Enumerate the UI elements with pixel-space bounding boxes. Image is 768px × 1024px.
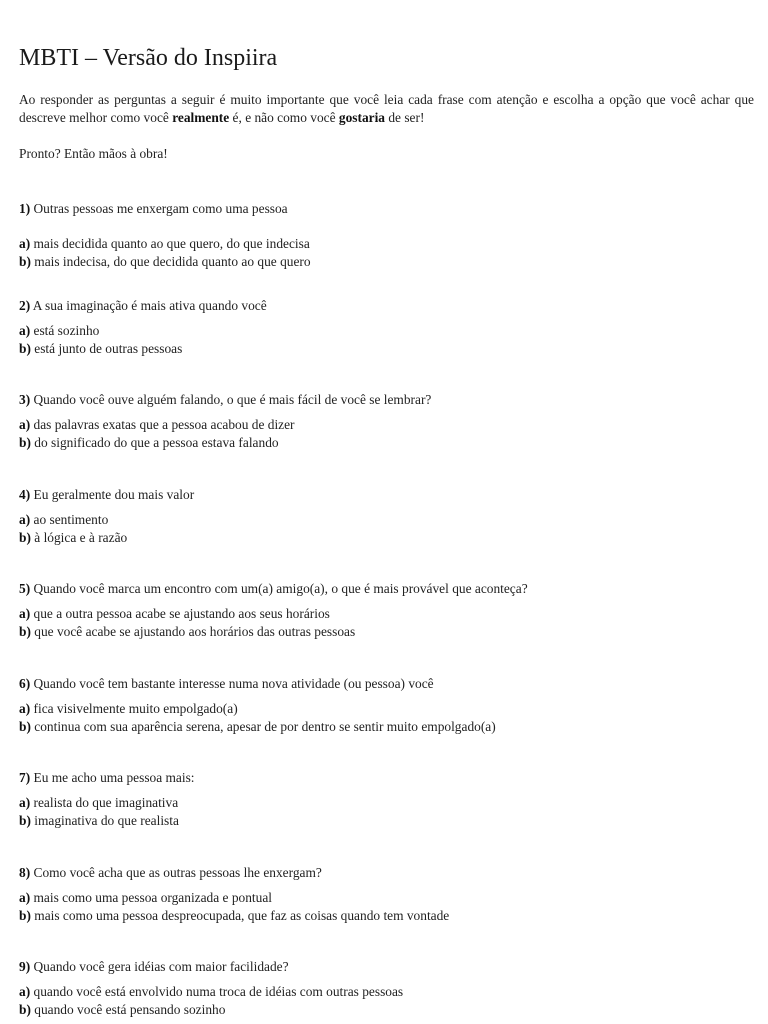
question-number: 9) bbox=[19, 959, 31, 974]
option-b-label: b) bbox=[19, 254, 31, 269]
question-number: 4) bbox=[19, 487, 31, 502]
question-number: 2) bbox=[19, 298, 31, 313]
option-b-label: b) bbox=[19, 341, 31, 356]
option-b-text: do significado do que a pessoa estava falando bbox=[34, 435, 279, 450]
option-b bbox=[19, 529, 754, 547]
question-1 bbox=[19, 200, 754, 271]
option-b-label: b) bbox=[19, 530, 31, 545]
option-a-text: realista do que imaginativa bbox=[33, 795, 179, 810]
option-a-label: a) bbox=[19, 984, 31, 999]
option-a-label: a) bbox=[19, 795, 31, 810]
intro-text-1: Ao responder as perguntas a seguir é muito importante que você leia cada frase com atenção e escolha a opção que você achar que descreve melhor como você bbox=[19, 92, 754, 125]
intro-paragraph bbox=[19, 91, 754, 127]
option-b-text: quando você está pensando sozinho bbox=[34, 1002, 226, 1017]
option-a-text: mais decidida quanto ao que quero, do que indecisa bbox=[33, 236, 310, 251]
option-b-label: b) bbox=[19, 624, 31, 639]
intro-bold-gostaria: gostaria bbox=[338, 110, 386, 125]
option-a-label: a) bbox=[19, 701, 31, 716]
option-a bbox=[19, 700, 754, 718]
option-a bbox=[19, 511, 754, 529]
option-b-label: b) bbox=[19, 813, 31, 828]
option-b-text: imaginativa do que realista bbox=[34, 813, 179, 828]
question-number: 6) bbox=[19, 676, 31, 691]
question-number: 3) bbox=[19, 392, 31, 407]
question-text: Quando você gera idéias com maior facilidade? bbox=[33, 959, 289, 974]
question-stem bbox=[19, 958, 754, 976]
option-b bbox=[19, 623, 754, 641]
page-title: MBTI – Versão do Inspiira bbox=[19, 45, 278, 71]
option-a-text: ao sentimento bbox=[33, 512, 109, 527]
question-number: 7) bbox=[19, 770, 31, 785]
option-a bbox=[19, 605, 754, 623]
option-a bbox=[19, 322, 754, 340]
option-b bbox=[19, 1001, 754, 1019]
question-7 bbox=[19, 769, 754, 830]
option-b-label: b) bbox=[19, 1002, 31, 1017]
option-a-label: a) bbox=[19, 606, 31, 621]
question-text: Eu geralmente dou mais valor bbox=[33, 487, 195, 502]
question-text: Quando você ouve alguém falando, o que é mais fácil de você se lembrar? bbox=[33, 392, 432, 407]
question-text: Quando você tem bastante interesse numa nova atividade (ou pessoa) você bbox=[33, 676, 434, 691]
option-b-text: mais como uma pessoa despreocupada, que faz as coisas quando tem vontade bbox=[34, 908, 450, 923]
question-text: Como você acha que as outras pessoas lhe enxergam? bbox=[33, 865, 322, 880]
option-a-label: a) bbox=[19, 417, 31, 432]
question-9 bbox=[19, 958, 754, 1019]
option-b bbox=[19, 812, 754, 830]
option-a bbox=[19, 794, 754, 812]
question-6 bbox=[19, 675, 754, 736]
option-a-label: a) bbox=[19, 236, 31, 251]
question-text: Eu me acho uma pessoa mais: bbox=[33, 770, 195, 785]
option-a-text: fica visivelmente muito empolgado(a) bbox=[33, 701, 238, 716]
option-b-label: b) bbox=[19, 719, 31, 734]
question-stem bbox=[19, 297, 754, 315]
option-a-text: que a outra pessoa acabe se ajustando aos seus horários bbox=[33, 606, 330, 621]
option-a-label: a) bbox=[19, 323, 31, 338]
option-b-text: está junto de outras pessoas bbox=[34, 341, 183, 356]
ready-text: Pronto? Então mãos à obra! bbox=[19, 146, 168, 161]
option-a bbox=[19, 235, 754, 253]
question-number: 5) bbox=[19, 581, 31, 596]
option-b-text: continua com sua aparência serena, apesar de por dentro se sentir muito empolgado(a) bbox=[34, 719, 496, 734]
question-2 bbox=[19, 297, 754, 358]
question-number: 1) bbox=[19, 201, 31, 216]
question-stem bbox=[19, 486, 754, 504]
option-b-text: mais indecisa, do que decidida quanto ao que quero bbox=[34, 254, 311, 269]
question-stem bbox=[19, 391, 754, 409]
question-4 bbox=[19, 486, 754, 547]
intro-bold-realmente: realmente bbox=[172, 110, 230, 125]
option-a-text: das palavras exatas que a pessoa acabou de dizer bbox=[33, 417, 295, 432]
option-b bbox=[19, 718, 754, 736]
question-stem bbox=[19, 769, 754, 787]
question-stem bbox=[19, 580, 754, 598]
option-a-text: mais como uma pessoa organizada e pontual bbox=[33, 890, 272, 905]
option-a bbox=[19, 983, 754, 1001]
option-b bbox=[19, 907, 754, 925]
option-b bbox=[19, 253, 754, 271]
intro-text-2: é, e não como você bbox=[229, 110, 339, 125]
option-a bbox=[19, 889, 754, 907]
option-b bbox=[19, 434, 754, 452]
question-stem bbox=[19, 675, 754, 693]
question-3 bbox=[19, 391, 754, 452]
option-a-text: quando você está envolvido numa troca de idéias com outras pessoas bbox=[33, 984, 404, 999]
option-b-text: que você acabe se ajustando aos horários das outras pessoas bbox=[34, 624, 356, 639]
question-8 bbox=[19, 864, 754, 925]
question-stem bbox=[19, 200, 754, 218]
option-b bbox=[19, 340, 754, 358]
option-b-label: b) bbox=[19, 435, 31, 450]
intro-text-3: de ser! bbox=[385, 110, 425, 125]
option-a-label: a) bbox=[19, 512, 31, 527]
option-a-label: a) bbox=[19, 890, 31, 905]
question-number: 8) bbox=[19, 865, 31, 880]
option-b-label: b) bbox=[19, 908, 31, 923]
question-text: A sua imaginação é mais ativa quando você bbox=[32, 298, 267, 313]
option-b-text: à lógica e à razão bbox=[34, 530, 128, 545]
option-a bbox=[19, 416, 754, 434]
question-text: Outras pessoas me enxergam como uma pessoa bbox=[33, 201, 288, 216]
question-text: Quando você marca um encontro com um(a) amigo(a), o que é mais provável que aconteça? bbox=[33, 581, 528, 596]
question-5 bbox=[19, 580, 754, 641]
question-stem bbox=[19, 864, 754, 882]
option-a-text: está sozinho bbox=[33, 323, 100, 338]
